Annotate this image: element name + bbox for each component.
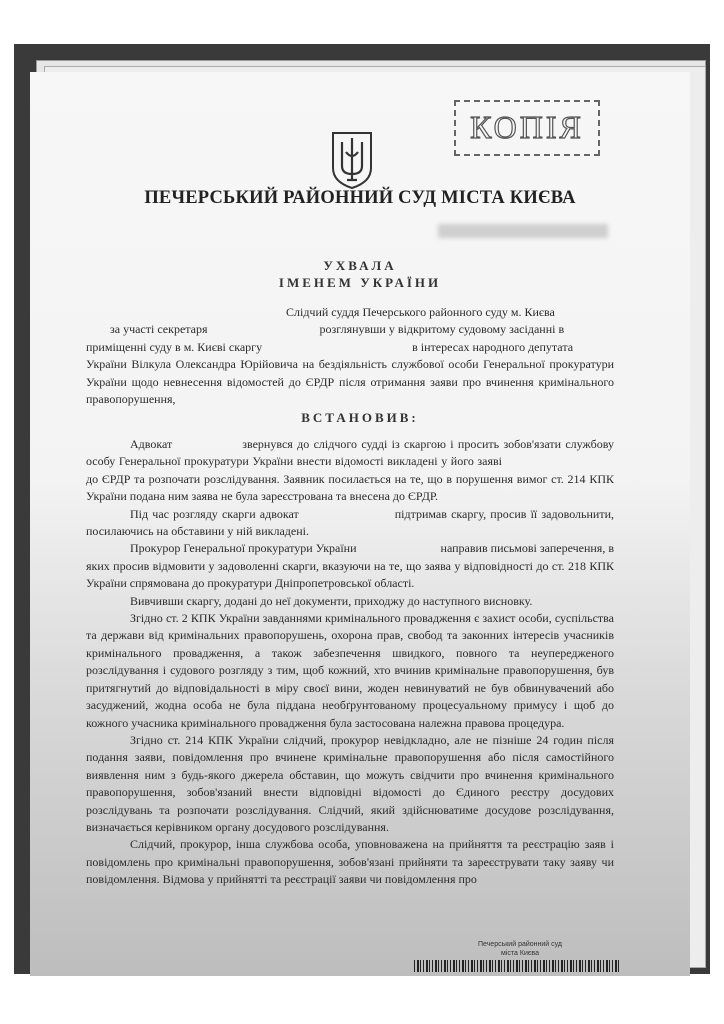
copy-stamp-text: КОПІЯ	[470, 109, 584, 145]
footer-line-1: Печерський районний суд	[477, 941, 563, 948]
barcode	[414, 960, 620, 972]
intro-line-3	[86, 339, 614, 356]
paragraph-3	[86, 540, 614, 592]
paragraph-1-b: звернувся до слідчого судді із скаргою і просить зобов'язати службову особу Генеральної прокуратури України внести відомості викладені у його заяві	[86, 437, 614, 469]
document-type: УХВАЛА	[323, 258, 397, 273]
court-name: ПЕЧЕРСЬКИЙ РАЙОННИЙ СУД МІСТА КИЄВА	[144, 188, 576, 208]
paragraph-6: Згідно ст. 214 КПК України слідчий, прокурор невідкладно, але не пізніше 24 годин після подання заяви, повідомлення про вчинене кримінальне правопорушення або після самостійного виявлення ним з будь-якого джерела обставин, що можуть свідчити про вчинення кримінального правопорушення, зобов'язаний внести відповідні відомості до Єдиного реєстру досудових розслідувань та розпочати розслідування. Слідчий, який здійснюватиме досудове розслідування, визначається керівником органу досудового розслідування.	[86, 732, 614, 834]
paragraph-1	[86, 436, 614, 506]
intro-line-3-a: приміщенні суду в м. Києві скаргу	[86, 339, 263, 354]
paragraph-1-c: до ЄРДР та розпочати розслідування. Заявник посилається на те, що в порушення вимог ст. 214 КПК України подана ним заява не була зареєстрована та внесена до ЄРДР.	[86, 471, 614, 504]
body-text	[86, 436, 614, 889]
intro-line-2-b: розглянувши у відкритому судовому засіданні в	[319, 322, 565, 337]
intro-paragraph	[86, 304, 614, 408]
section-heading-ustanovyv: ВСТАНОВИВ:	[301, 410, 419, 425]
intro-line-4: України Вілкула Олександра Юрійовича на бездіяльність службової особи Генеральної прокуратури України щодо невнесення відомостей до ЄРДР після отримання заяви про вчинення кримінального правопорушення,	[86, 357, 614, 407]
document-page	[30, 72, 690, 976]
paragraph-3-b: направив письмові заперечення, в яких просив відмовити у задоволенні скарги, вказуючи на те, що заява у відповідності до ст. 218 КПК України спрямована до прокуратури Дніпропетровської області.	[86, 541, 615, 591]
paragraph-5: Згідно ст. 2 КПК України завданнями кримінального провадження є захист особи, суспільства та держави від кримінальних правопорушень, охорона прав, свобод та законних інтересів учасників кримінального провадження, а також забезпечення швидкого, повного та неупередженого розслідування і судового розгляду з тим, щоб кожний, хто вчинив кримінальне правопорушення, був притягнутий до відповідальності в міру своєї вини, жоден невинуватий не був обвинувачений або засуджений, жодна особа не була піддана необґрунтованому процесуальному примусу і щоб до кожного учасника кримінального провадження була застосована належна правова процедура.	[86, 611, 614, 730]
trident-emblem-icon	[330, 130, 374, 190]
footer-line-2: міста Києва	[501, 950, 539, 957]
paragraph-1-a: Адвокат	[130, 437, 173, 451]
intro-line-2-a: за участі секретаря	[110, 322, 208, 337]
intro-line-2	[86, 321, 614, 338]
document-subtitle: ІМЕНЕМ УКРАЇНИ	[278, 275, 442, 290]
copy-stamp	[454, 100, 600, 156]
paragraph-2-b: підтримав скаргу, просив її задовольнити, посилаючись на обставини у ній викладені.	[86, 506, 614, 539]
paragraph-2-a: Під час розгляду скарги адвокат	[130, 506, 299, 521]
paragraph-3-a: Прокурор Генеральної прокуратури України	[130, 541, 357, 556]
court-footer-label	[450, 940, 590, 958]
intro-line-1: Слідчий суддя Печерського районного суду м. Києва	[286, 305, 555, 319]
redacted-case-number	[438, 224, 608, 238]
paragraph-2	[86, 506, 614, 541]
intro-line-3-b: в інтересах народного депутата	[412, 339, 574, 354]
paragraph-4: Вивчивши скаргу, додані до неї документи, приходжу до наступного висновку.	[130, 593, 533, 608]
paragraph-7: Слідчий, прокурор, інша службова особа, уповноважена на прийняття та реєстрацію заяв і повідомлень про кримінальні правопорушення, зобов'язані прийняти та зареєструвати таку заяву чи повідомлення. Відмова у прийнятті та реєстрації заяви чи повідомлення про	[86, 837, 614, 887]
